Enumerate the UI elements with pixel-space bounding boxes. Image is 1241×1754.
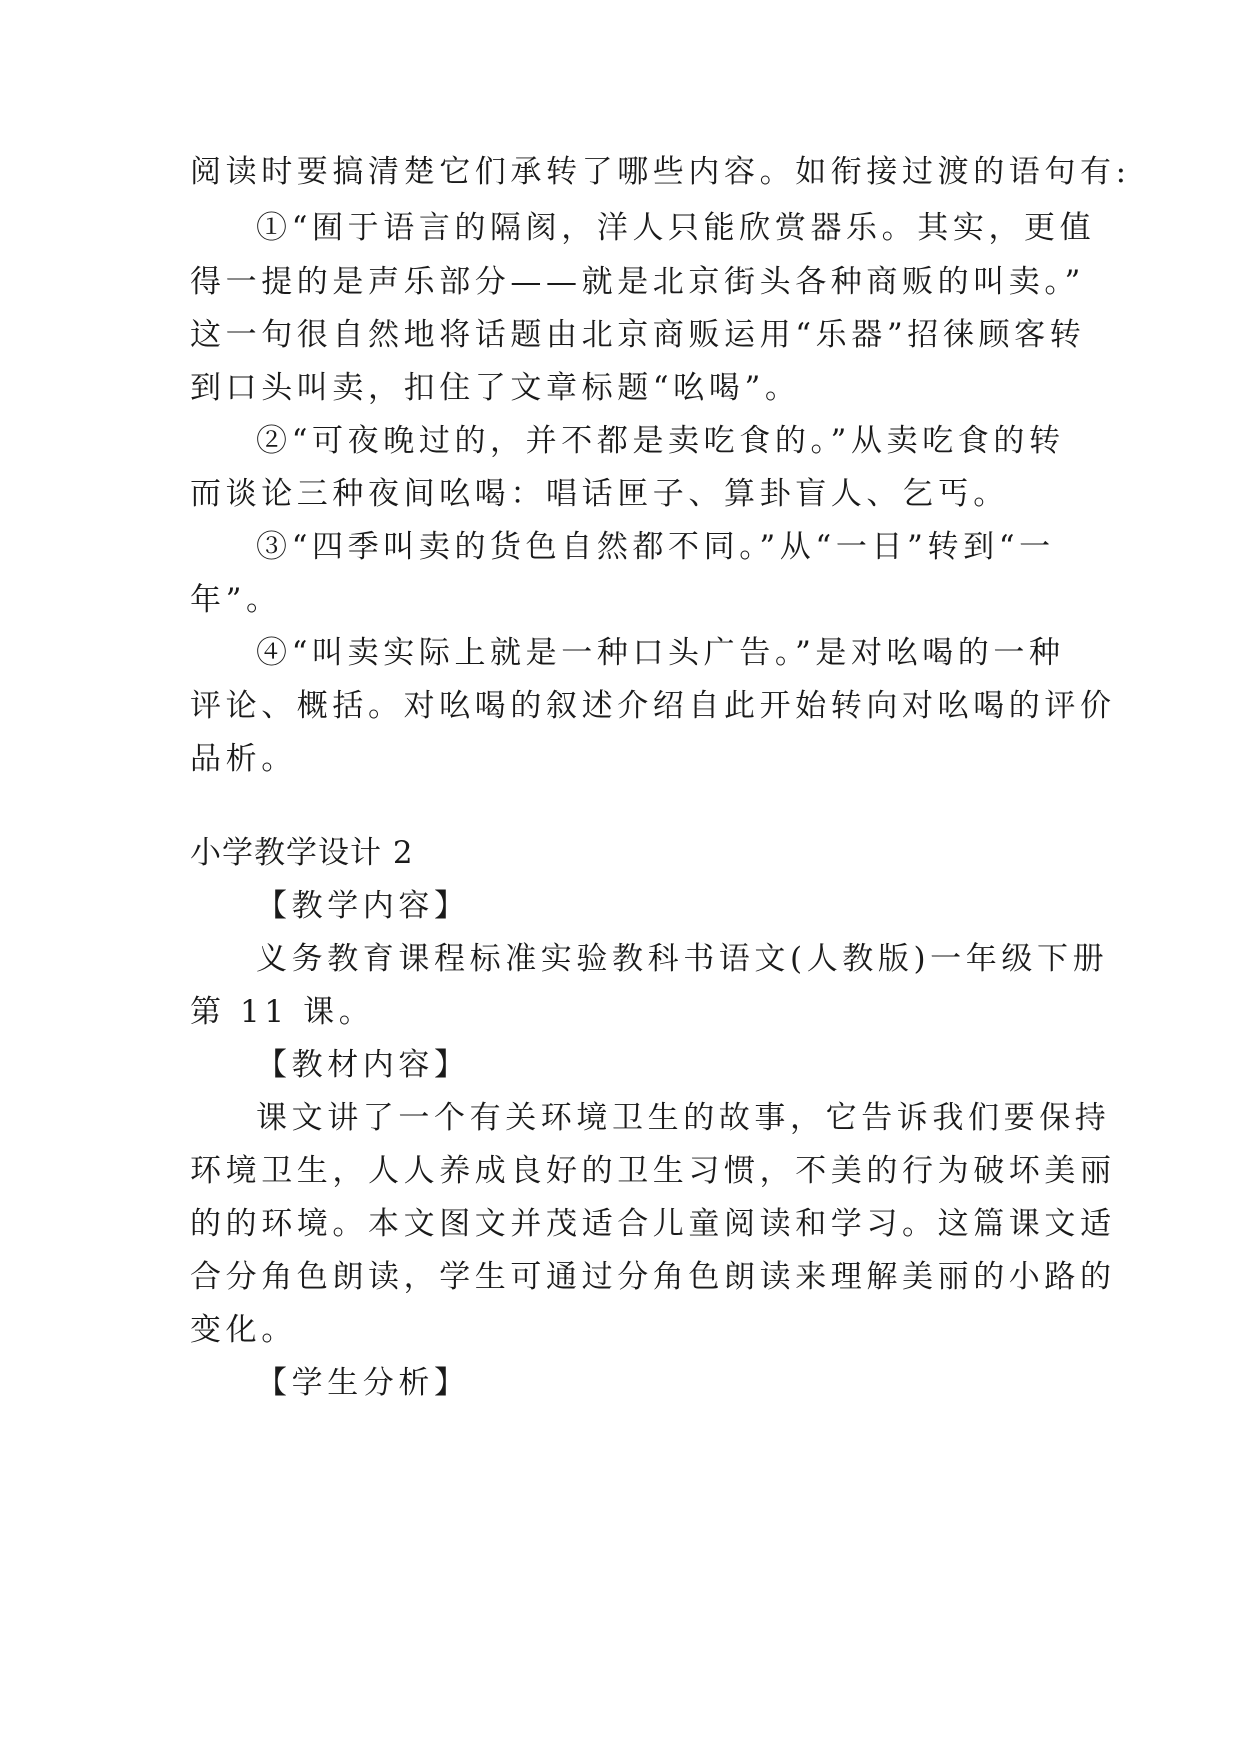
text-line: ①“囿于语言的隔阂，洋人只能欣赏器乐。其实，更值 xyxy=(256,210,1096,246)
teaching-content-heading: 【教学内容】 xyxy=(256,888,470,924)
material-heading: 【教材内容】 xyxy=(256,1047,470,1083)
text-line: 阅读时要搞清楚它们承转了哪些内容。如衔接过渡的语句有: xyxy=(190,154,1131,190)
text-line: ②“可夜晚过的，并不都是卖吃食的。”从卖吃食的转 xyxy=(256,423,1065,459)
text-line: 这一句很自然地将话题由北京商贩运用“乐器”招徕顾客转 xyxy=(190,317,1086,353)
text-line: 而谈论三种夜间吆喝：唱话匣子、算卦盲人、乞丐。 xyxy=(190,476,1009,512)
text-line: 义务教育课程标准实验教科书语文(人教版)一年级下册 xyxy=(256,941,1109,977)
text-line: 课文讲了一个有关环境卫生的故事，它告诉我们要保持 xyxy=(256,1100,1111,1136)
text-line: 第 11 课。 xyxy=(190,994,375,1030)
text-line: 品析。 xyxy=(190,741,297,777)
text-line: ④“叫卖实际上就是一种口头广告。”是对吆喝的一种 xyxy=(256,635,1065,671)
text-line: 合分角色朗读，学生可通过分角色朗读来理解美丽的小路的 xyxy=(190,1259,1116,1295)
text-line: 评论、概括。对吆喝的叙述介绍自此开始转向对吆喝的评价 xyxy=(190,688,1116,724)
student-heading: 【学生分析】 xyxy=(256,1365,470,1401)
text-line: 得一提的是声乐部分——就是北京街头各种商贩的叫卖。” xyxy=(190,264,1085,300)
section-title: 小学教学设计 2 xyxy=(190,835,414,871)
text-line: 到口头叫卖，扣住了文章标题“吆喝”。 xyxy=(190,370,801,406)
text-line: 变化。 xyxy=(190,1312,297,1348)
text-line: ③“四季叫卖的货色自然都不同。”从“一日”转到“一 xyxy=(256,529,1055,565)
text-line: 的的环境。本文图文并茂适合儿童阅读和学习。这篇课文适 xyxy=(190,1206,1116,1242)
text-line: 环境卫生，人人养成良好的卫生习惯，不美的行为破坏美丽 xyxy=(190,1153,1116,1189)
text-line: 年”。 xyxy=(190,582,282,618)
